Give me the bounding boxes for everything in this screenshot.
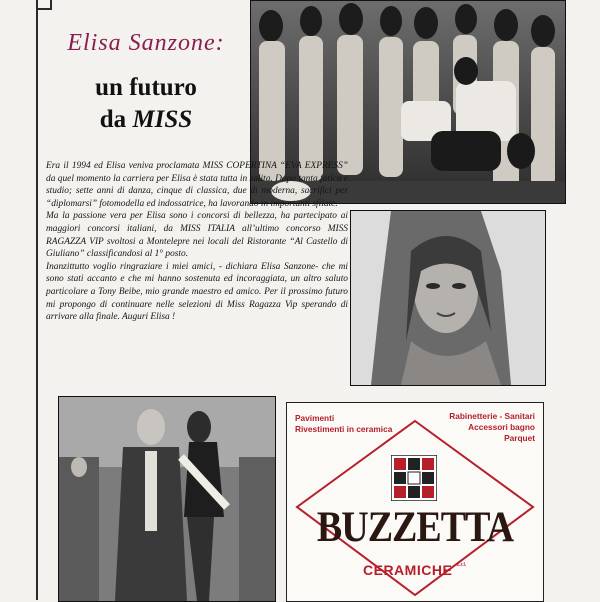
article-paragraph: Era il 1994 ed Elisa veniva proclamata MISS COPERTINA “EVA EXPRESS” da quel momento la carriera per Elisa è stata tutta in salita. Dopo tanta fatica e studio; sette anni di danza, cinque di classica, due di moderna, sacrifici per “diplomarsi” fotomodella ed indossatrice, ha lavorando in importanti sfilate. [46, 161, 348, 209]
buzzetta-advertisement [286, 402, 544, 602]
article-body [46, 160, 348, 324]
ad-service-line: Rivestimenti in ceramica [295, 424, 393, 434]
portrait-photo [350, 210, 546, 386]
ad-service-line: Accessori bagno [468, 422, 535, 432]
headline-line-2-emphasis: MISS [132, 106, 193, 133]
ad-services-right [449, 411, 535, 444]
award-photo [58, 396, 276, 602]
headline-name: Elisa Sanzone: [67, 30, 225, 56]
article-paragraph: Inanzittutto voglio ringraziare i miei amici, - dichiara Elisa Sanzone- che mi sono stati accanto e che mi hanno sostenuta ed incoraggiata, un altro saluto particolare a Tony Beibe, mio grande maestro ed amico. Per il prossimo futuro mi propongo di continuare nelle selezioni di Miss Ragazza Vip sperando di arrivare alla finale. Auguri Elisa ! [46, 261, 348, 323]
page-binding-edge [36, 0, 38, 600]
headline-line-1: un futuro [95, 74, 197, 101]
ad-subtitle-text: CERAMICHE [363, 562, 453, 578]
ad-brand-name: BUZZETTA [316, 502, 514, 552]
article-paragraph: Ma la passione vera per Elisa sono i concorsi di bellezza, ha partecipato ai maggiori concorsi italiani, da MISS ITALIA all’ultimo concorso MISS RAGAZZA VIP svoltosi a Montelepre nei locali del Ristorante “Al Castello di Giuliano” classificandosi al 1° posto. [46, 211, 348, 260]
ad-company-suffix: s.r.l. [456, 562, 467, 568]
page-corner-mark [36, 0, 52, 10]
ad-brand-subtitle [363, 562, 466, 578]
ad-services-left [295, 413, 392, 435]
headline-line-2 [46, 104, 246, 136]
ad-service-line: Rabinetterie - Sanitari [449, 411, 535, 421]
ad-service-line: Pavimenti [295, 413, 335, 423]
ad-service-line: Parquet [504, 433, 535, 443]
headline [46, 72, 246, 136]
headline-line-2-prefix: da [99, 106, 133, 133]
buzzetta-logo-icon [391, 455, 437, 501]
